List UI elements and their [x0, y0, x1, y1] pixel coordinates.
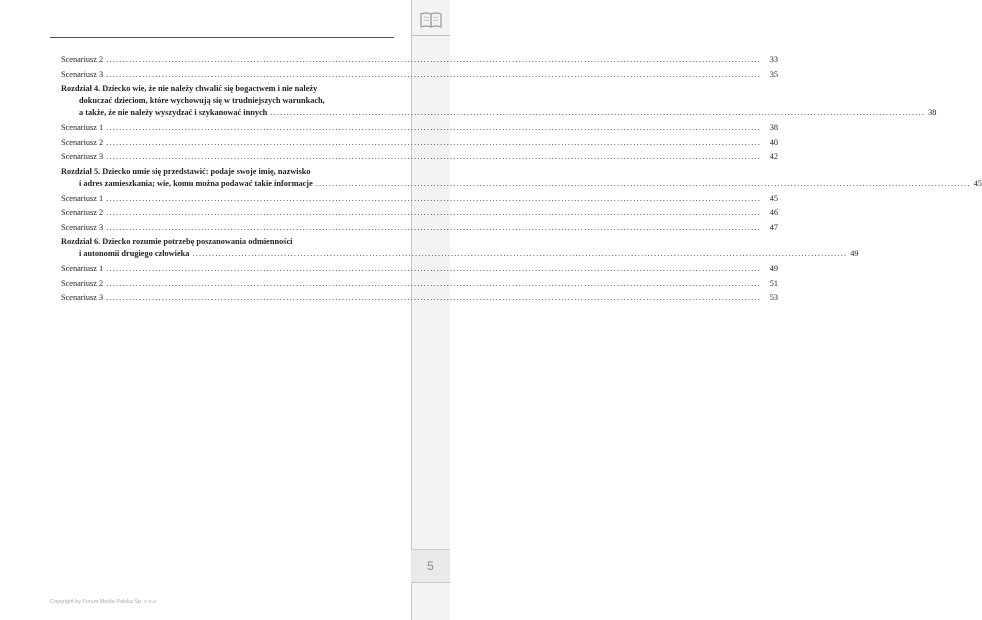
toc-entry-label: Scenariusz 1 — [61, 123, 104, 132]
side-tab-divider — [411, 35, 450, 36]
toc-entry — [61, 69, 779, 81]
open-book-icon — [411, 4, 450, 36]
toc-entry-label: Scenariusz 2 — [61, 55, 104, 64]
toc-entry-label: Scenariusz 1 — [61, 193, 104, 203]
toc-entry — [61, 54, 779, 66]
toc-entry — [61, 278, 779, 290]
toc-entry — [61, 292, 779, 304]
dot-leader: ........................................................................................................................................................................................................ — [106, 264, 762, 273]
dot-leader: ........................................................................................................................................................................................................ — [106, 69, 762, 79]
dot-leader: ........................................................................................................................................................................................................ — [315, 178, 971, 188]
toc-chapter — [61, 236, 859, 260]
page-number-text: 5 — [427, 559, 434, 573]
dot-leader: ........................................................................................................................................................................................................ — [106, 208, 762, 217]
toc-chapter-page: 45 — [973, 178, 982, 188]
dot-leader: ........................................................................................................................................................................................................ — [106, 152, 762, 161]
dot-leader: ........................................................................................................................................................................................................ — [192, 249, 848, 258]
dot-leader: ........................................................................................................................................................................................................ — [106, 55, 762, 64]
toc-chapter — [61, 166, 982, 190]
dot-leader: ........................................................................................................................................................................................................ — [106, 123, 762, 132]
toc-entry-page: 38 — [769, 123, 779, 132]
toc-entry-page: 53 — [769, 293, 779, 302]
toc-chapter-page: 49 — [850, 249, 859, 258]
toc-entry-label: Scenariusz 3 — [61, 293, 104, 302]
toc-entry-label: Scenariusz 1 — [61, 264, 104, 273]
dot-leader: ........................................................................................................................................................................................................ — [106, 278, 762, 288]
dot-leader: ........................................................................................................................................................................................................ — [106, 193, 762, 203]
table-of-contents — [61, 54, 982, 307]
dot-leader: ........................................................................................................................................................................................................ — [270, 108, 926, 117]
toc-entry — [61, 207, 779, 219]
toc-entry-page: 47 — [769, 222, 779, 232]
toc-entry-page: 35 — [769, 69, 779, 79]
toc-chapter-title-line: Rozdział 4. Dziecko wie, że nie należy chwalić się bogactwem i nie należy — [61, 84, 318, 93]
toc-entry-label: Scenariusz 3 — [61, 152, 104, 161]
toc-entry-label: Scenariusz 3 — [61, 69, 104, 79]
header-rule — [50, 37, 394, 38]
toc-entry-page: 51 — [769, 278, 779, 288]
toc-entry-page: 49 — [769, 264, 779, 273]
toc-entry-page: 40 — [769, 137, 779, 147]
toc-entry — [61, 263, 779, 275]
toc-chapter-title-line: i autonomii drugiego człowieka — [79, 249, 190, 258]
dot-leader: ........................................................................................................................................................................................................ — [106, 137, 762, 147]
toc-entry-label: Scenariusz 3 — [61, 222, 104, 232]
toc-entry-page: 33 — [769, 55, 779, 64]
toc-entry-page: 42 — [769, 152, 779, 161]
toc-entry-label: Scenariusz 2 — [61, 278, 104, 288]
toc-chapter-title-line: dokuczać dzieciom, które wychowują się w trudniejszych warunkach, — [79, 96, 325, 105]
toc-entry — [61, 193, 779, 205]
toc-chapter-page: 38 — [928, 108, 937, 117]
dot-leader: ........................................................................................................................................................................................................ — [106, 222, 762, 232]
page-number — [411, 549, 450, 583]
toc-chapter — [61, 83, 937, 119]
toc-entry — [61, 151, 779, 163]
toc-entry — [61, 137, 779, 149]
toc-entry-label: Scenariusz 2 — [61, 137, 104, 147]
toc-chapter-title-line: a także, że nie należy wyszydzać i szykanować innych — [79, 108, 268, 117]
margin-line — [411, 0, 412, 620]
copyright-footer: Copyright by Forum Media Polska Sp. z o.o. — [50, 599, 158, 605]
side-tab-strip — [411, 0, 450, 620]
toc-chapter-title-line: Rozdział 5. Dziecko umie się przedstawić: podaje swoje imię, nazwisko — [61, 166, 311, 176]
toc-entry-page: 46 — [769, 208, 779, 217]
toc-entry-page: 45 — [769, 193, 779, 203]
toc-chapter-title-line: i adres zamieszkania; wie, komu można podawać takie informacje — [79, 178, 313, 188]
toc-entry — [61, 122, 779, 134]
toc-entry-label: Scenariusz 2 — [61, 208, 104, 217]
dot-leader: ........................................................................................................................................................................................................ — [106, 293, 762, 302]
toc-entry — [61, 222, 779, 234]
toc-chapter-title-line: Rozdział 6. Dziecko rozumie potrzebę poszanowania odmienności — [61, 237, 293, 246]
